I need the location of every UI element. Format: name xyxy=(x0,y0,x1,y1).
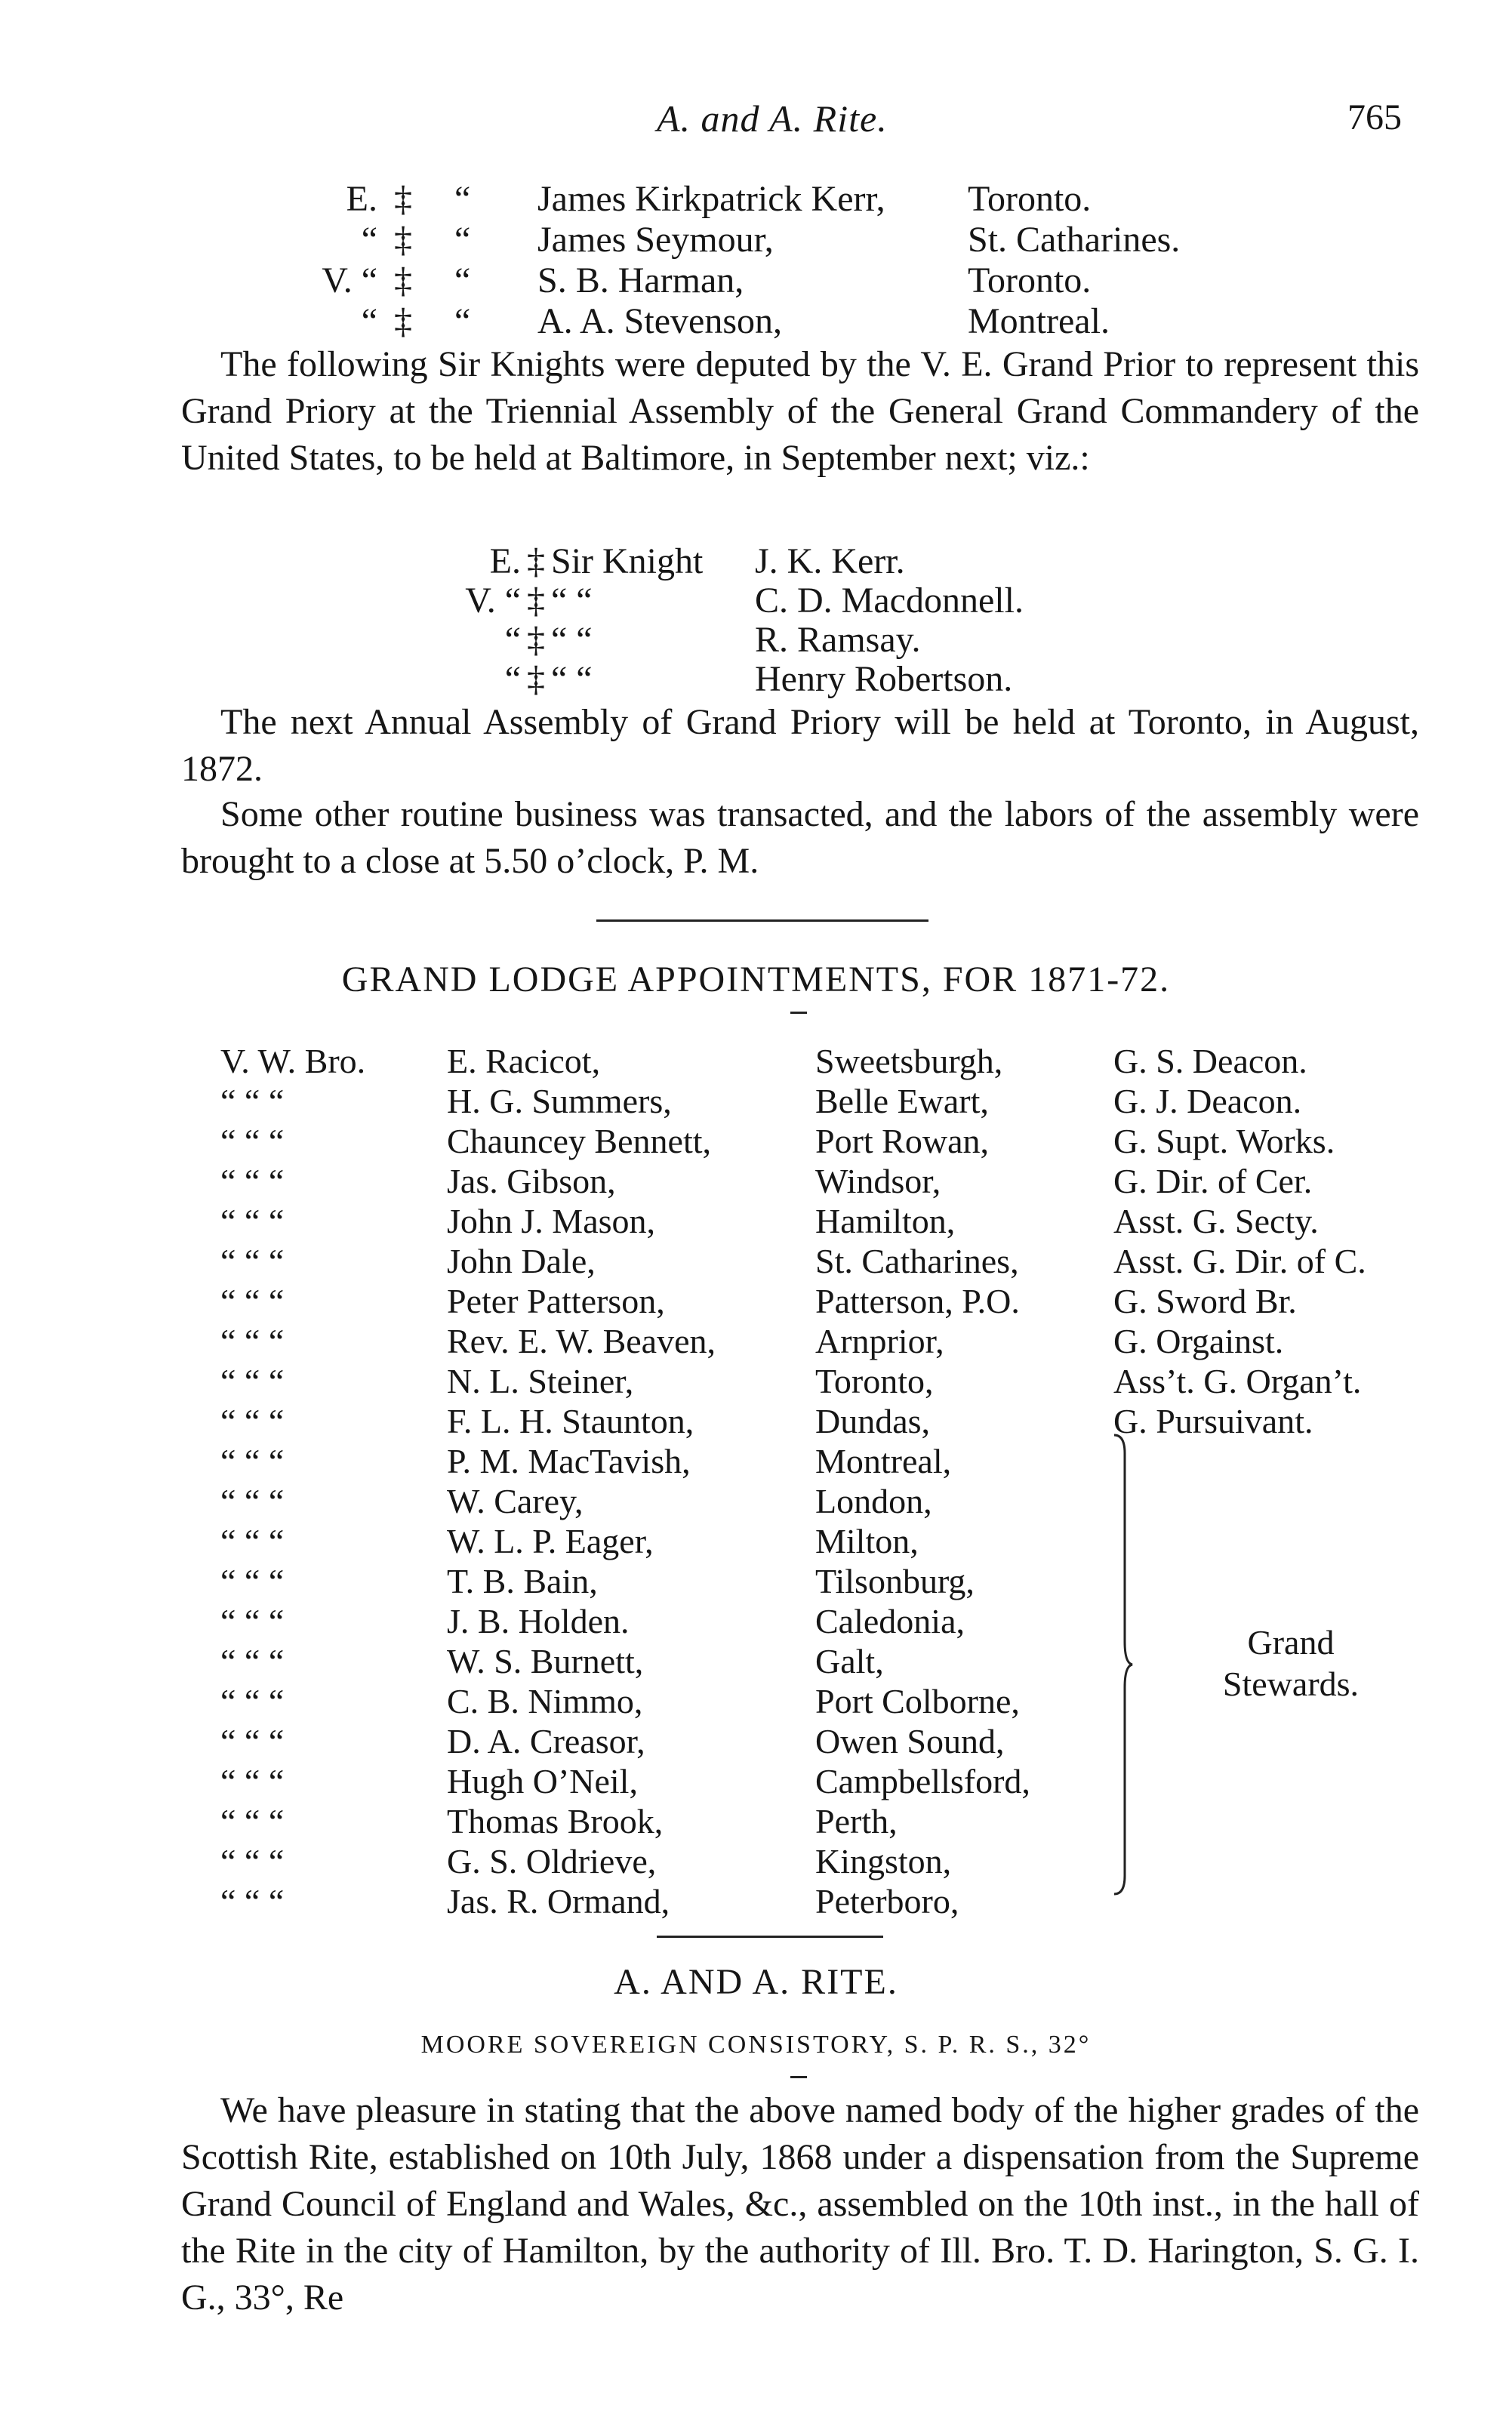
ditto-mark: “ xyxy=(454,220,471,260)
appointee-name: Hugh O’Neil, xyxy=(447,1762,638,1800)
appointment-row xyxy=(0,1802,1512,1841)
officer-city: Toronto. xyxy=(968,179,1092,219)
grand-stewards-label: Stewards. xyxy=(1222,1665,1360,1703)
appointee-rank: “ “ “ xyxy=(220,1202,285,1240)
appointment-row xyxy=(0,1482,1512,1521)
double-cross-glyph: ‡ xyxy=(527,581,545,621)
appointee-name: T. B. Bain, xyxy=(447,1562,598,1600)
appointee-place: Owen Sound, xyxy=(815,1722,1005,1760)
appointee-name: F. L. H. Staunton, xyxy=(447,1402,694,1440)
ditto-mark: “ xyxy=(454,301,471,341)
appointment-row xyxy=(0,1722,1512,1761)
appointee-name: W. Carey, xyxy=(447,1482,584,1520)
running-header xyxy=(0,97,1512,157)
double-cross-glyph: ‡ xyxy=(394,179,412,219)
ditto-mark: “ xyxy=(454,179,471,219)
deputy-row xyxy=(453,542,1283,581)
heading-dash xyxy=(790,1012,807,1014)
appointee-name: Thomas Brook, xyxy=(447,1802,664,1840)
appointment-row xyxy=(0,1842,1512,1881)
appointee-rank: “ “ “ xyxy=(220,1642,285,1680)
appointee-office: G. J. Deacon. xyxy=(1113,1082,1302,1120)
appointee-rank: “ “ “ xyxy=(220,1282,285,1320)
officer-row xyxy=(249,300,1381,343)
appointee-rank: “ “ “ xyxy=(220,1402,285,1440)
appointee-place: Port Rowan, xyxy=(815,1122,989,1160)
appointee-place: Campbellsford, xyxy=(815,1762,1030,1800)
grand-stewards-brace xyxy=(1110,1431,1137,1899)
appointment-row xyxy=(0,1442,1512,1481)
officer-rank: “ xyxy=(361,301,377,341)
officer-row xyxy=(249,178,1381,220)
deputation-paragraph: The following Sir Knights were deputed by the V. E. Grand Prior to represent this Grand Priory at the Triennial Assembly of the General Grand Commandery of the United States, to be held at Baltimore, in September next; viz.: xyxy=(181,344,1419,478)
appointment-row xyxy=(0,1562,1512,1601)
next-assembly-paragraph: The next Annual Assembly of Grand Priory will be held at Toronto, in August, 1872. xyxy=(181,702,1419,789)
officer-name: James Kirkpatrick Kerr, xyxy=(537,179,885,219)
double-cross-glyph: ‡ xyxy=(527,541,545,581)
officer-name: S. B. Harman, xyxy=(537,260,744,300)
appointee-name: Jas. R. Ormand, xyxy=(447,1882,670,1920)
appointee-rank: “ “ “ xyxy=(220,1482,285,1520)
appointee-place: Montreal, xyxy=(815,1442,952,1480)
heading-dash xyxy=(790,2076,807,2078)
officer-name: James Seymour, xyxy=(537,220,774,260)
appointee-rank: “ “ “ xyxy=(220,1682,285,1720)
deputy-rank: “ xyxy=(504,620,521,660)
appointment-row xyxy=(0,1282,1512,1321)
officer-row xyxy=(249,260,1381,302)
appointee-rank: V. W. Bro. xyxy=(220,1042,366,1080)
appointee-rank: “ “ “ xyxy=(220,1082,285,1120)
appointee-rank: “ “ “ xyxy=(220,1442,285,1480)
appointee-place: Dundas, xyxy=(815,1402,931,1440)
double-cross-glyph: ‡ xyxy=(394,301,412,341)
appointee-rank: “ “ “ xyxy=(220,1762,285,1800)
appointee-place: Perth, xyxy=(815,1802,898,1840)
appointee-name: John Dale, xyxy=(447,1242,596,1280)
appointee-rank: “ “ “ xyxy=(220,1362,285,1400)
appointee-office: Asst. G. Dir. of C. xyxy=(1113,1242,1366,1280)
appointee-place: Peterboro, xyxy=(815,1882,959,1920)
appointee-rank: “ “ “ xyxy=(220,1562,285,1600)
grand-stewards-label: Grand xyxy=(1247,1623,1335,1662)
consistory-paragraph: We have pleasure in stating that the above named body of the higher grades of the Scottish Rite, established on 10th July, 1868 under a dispensation from the Supreme Grand Council of England and Wales, &c., assembled on the 10th inst., in the hall of the Rite in the city of Hamilton, by the authority of Ill. Bro. T. D. Harington, S. G. I. G., 33°, Re xyxy=(181,2090,1419,2318)
double-cross-glyph: ‡ xyxy=(394,260,412,300)
appointment-row xyxy=(0,1882,1512,1921)
appointee-office: G. Dir. of Cer. xyxy=(1113,1162,1313,1200)
section-divider-rule xyxy=(657,1936,883,1938)
appointee-place: Galt, xyxy=(815,1642,884,1680)
appointment-row xyxy=(0,1202,1512,1241)
appointee-rank: “ “ “ xyxy=(220,1802,285,1840)
appointee-place: Tilsonburg, xyxy=(815,1562,975,1600)
appointee-rank: “ “ “ xyxy=(220,1842,285,1880)
grand-lodge-heading: GRAND LODGE APPOINTMENTS, FOR 1871-72. xyxy=(341,959,1171,999)
appointee-name: E. Racicot, xyxy=(447,1042,601,1080)
appointee-place: Arnprior, xyxy=(815,1322,944,1360)
appointee-name: H. G. Summers, xyxy=(447,1082,672,1120)
appointee-place: Hamilton, xyxy=(815,1202,956,1240)
appointee-rank: “ “ “ xyxy=(220,1162,285,1200)
ditto-mark: “ xyxy=(454,260,471,300)
appointee-name: D. A. Creasor, xyxy=(447,1722,645,1760)
appointee-rank: “ “ “ xyxy=(220,1882,285,1920)
deputy-rank: V. “ xyxy=(465,581,521,621)
officer-row xyxy=(249,219,1381,261)
appointment-row xyxy=(0,1322,1512,1361)
appointee-place: Port Colborne, xyxy=(815,1682,1020,1720)
deputy-title: “ “ xyxy=(551,659,593,699)
appointee-place: Sweetsburgh, xyxy=(815,1042,1003,1080)
appointee-name: Chauncey Bennett, xyxy=(447,1122,712,1160)
appointment-row xyxy=(0,1242,1512,1281)
appointment-row xyxy=(0,1762,1512,1801)
appointee-place: Kingston, xyxy=(815,1842,952,1880)
double-cross-glyph: ‡ xyxy=(394,220,412,260)
appointee-name: C. B. Nimmo, xyxy=(447,1682,643,1720)
appointee-place: Windsor, xyxy=(815,1162,941,1200)
appointee-rank: “ “ “ xyxy=(220,1522,285,1560)
appointee-place: St. Catharines, xyxy=(815,1242,1019,1280)
appointment-row xyxy=(0,1082,1512,1121)
appointee-name: John J. Mason, xyxy=(447,1202,656,1240)
appointee-name: Jas. Gibson, xyxy=(447,1162,616,1200)
appointee-rank: “ “ “ xyxy=(220,1122,285,1160)
officer-rank: “ xyxy=(361,220,377,260)
appointee-rank: “ “ “ xyxy=(220,1322,285,1360)
deputy-title: Sir Knight xyxy=(551,541,704,581)
appointee-office: Asst. G. Secty. xyxy=(1113,1202,1319,1240)
deputy-row xyxy=(453,581,1283,621)
officer-name: A. A. Stevenson, xyxy=(537,301,782,341)
officer-city: St. Catharines. xyxy=(968,220,1181,260)
appointee-name: P. M. MacTavish, xyxy=(447,1442,691,1480)
appointee-place: Toronto, xyxy=(815,1362,934,1400)
appointee-office: G. Supt. Works. xyxy=(1113,1122,1335,1160)
appointee-office: G. Pursuivant. xyxy=(1113,1402,1313,1440)
deputy-rank: “ xyxy=(504,659,521,699)
section-divider-rule xyxy=(596,919,928,922)
double-cross-glyph: ‡ xyxy=(527,659,545,699)
deputy-title: “ “ xyxy=(551,581,593,621)
appointee-rank: “ “ “ xyxy=(220,1722,285,1760)
appointee-name: W. L. P. Eager, xyxy=(447,1522,654,1560)
appointee-name: J. B. Holden. xyxy=(447,1602,630,1640)
deputy-name: J. K. Kerr. xyxy=(755,541,905,581)
appointee-place: Belle Ewart, xyxy=(815,1082,989,1120)
appointment-row xyxy=(0,1362,1512,1401)
appointee-name: N. L. Steiner, xyxy=(447,1362,634,1400)
deputy-rank: E. xyxy=(489,541,521,581)
routine-business-paragraph: Some other routine business was transacted, and the labors of the assembly were brought to a close at 5.50 o’clock, P. M. xyxy=(181,794,1419,881)
appointee-place: Milton, xyxy=(815,1522,919,1560)
appointee-office: G. Sword Br. xyxy=(1113,1282,1297,1320)
running-title: A. and A. Rite. xyxy=(657,97,888,140)
appointee-name: Peter Patterson, xyxy=(447,1282,665,1320)
appointee-name: G. S. Oldrieve, xyxy=(447,1842,657,1880)
consistory-subheading: MOORE SOVEREIGN CONSISTORY, S. P. R. S., 32° xyxy=(420,2031,1092,2059)
officer-city: Montreal. xyxy=(968,301,1110,341)
deputy-name: R. Ramsay. xyxy=(755,620,921,660)
appointee-rank: “ “ “ xyxy=(220,1602,285,1640)
page-number: 765 xyxy=(1347,97,1402,137)
double-cross-glyph: ‡ xyxy=(527,620,545,660)
appointment-row xyxy=(0,1042,1512,1081)
officer-rank: V. “ xyxy=(322,260,377,300)
appointee-place: Patterson, P.O. xyxy=(815,1282,1020,1320)
appointee-place: London, xyxy=(815,1482,932,1520)
appointee-name: Rev. E. W. Beaven, xyxy=(447,1322,716,1360)
appointment-row xyxy=(0,1522,1512,1561)
appointee-office: G. Orgainst. xyxy=(1113,1322,1284,1360)
deputy-name: Henry Robertson. xyxy=(755,659,1013,699)
appointment-row xyxy=(0,1162,1512,1201)
deputy-title: “ “ xyxy=(551,620,593,660)
deputy-row xyxy=(453,621,1283,660)
deputy-name: C. D. Macdonnell. xyxy=(755,581,1024,621)
appointment-row xyxy=(0,1122,1512,1161)
appointee-rank: “ “ “ xyxy=(220,1242,285,1280)
appointment-row xyxy=(0,1402,1512,1441)
appointee-office: Ass’t. G. Organ’t. xyxy=(1113,1362,1362,1400)
rite-heading: A. AND A. RITE. xyxy=(614,1962,898,2002)
officer-rank: E. xyxy=(346,179,377,219)
officer-city: Toronto. xyxy=(968,260,1092,300)
appointee-name: W. S. Burnett, xyxy=(447,1642,644,1680)
appointee-place: Caledonia, xyxy=(815,1602,965,1640)
appointee-office: G. S. Deacon. xyxy=(1113,1042,1307,1080)
deputy-row xyxy=(453,660,1283,699)
